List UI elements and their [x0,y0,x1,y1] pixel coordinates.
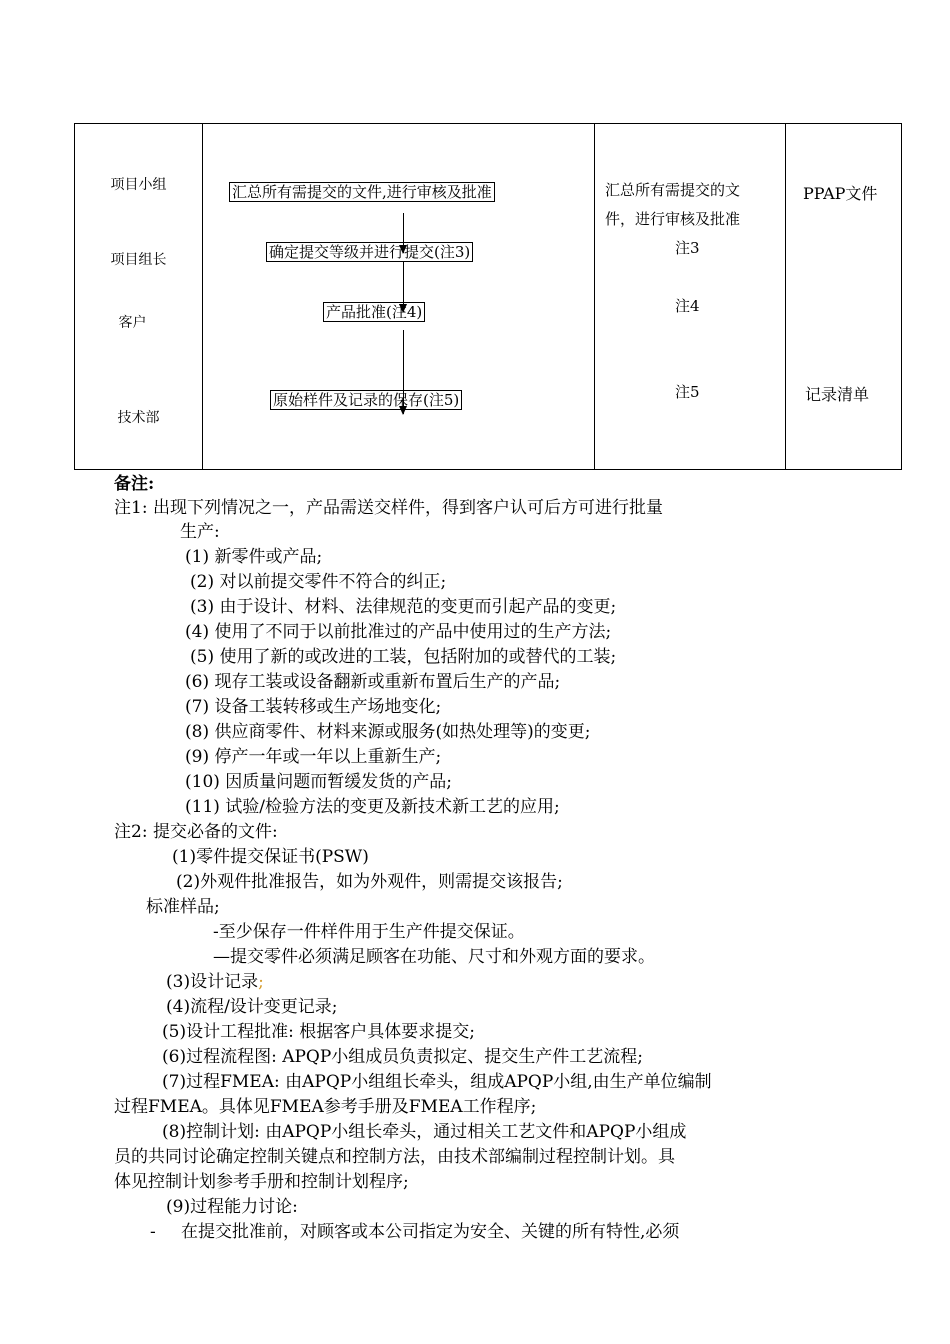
role-technical-dept: 技术部 [117,410,160,426]
note-2-item: (6)过程流程图: APQP小组成员负责拟定、提交生产件工艺流程; [162,1047,644,1067]
note-2-item: (7)过程FMEA: 由APQP小组组长牵头，组成APQP小组,由生产单位编制 [162,1072,712,1092]
bullet-dash: - [150,1222,156,1242]
responsibility-column [75,124,203,470]
desc-line-2: 件，进行审核及批准 [605,210,741,228]
note-2-item: (5)设计工程批准: 根据客户具体要求提交; [162,1022,475,1042]
note-1-item: (9) 停产一年或一年以上重新生产; [185,747,442,767]
note-1-item: (3) 由于设计、材料、法律规范的变更而引起产品的变更; [190,597,617,617]
doc-ppap: PPAP文件 [803,184,878,203]
desc-note-5: 注5 [675,383,700,401]
standard-samples-item: —提交零件必须满足顾客在功能、尺寸和外观方面的要求。 [213,947,655,967]
note-2-heading: 注2: 提交必备的文件: [114,822,278,842]
flowchart-column [203,124,595,470]
process-capability-text: 在提交批准前，对顾客或本公司指定为安全、关键的所有特性,必须 [181,1222,680,1242]
doc-record-list: 记录清单 [805,385,870,404]
desc-note-4: 注4 [675,297,700,315]
note-1-heading: 注1: 出现下列情况之一，产品需送交样件，得到客户认可后方可进行批量 [114,498,663,518]
flow-step-approval: 产品批准(注4) [323,302,425,322]
note-2-item-continuation: 过程FMEA。具体见FMEA参考手册及FMEA工作程序; [114,1097,537,1117]
process-flow-table [74,123,902,470]
note-1-item: (7) 设备工装转移或生产场地变化; [185,697,442,717]
note-1-item: (11) 试验/检验方法的变更及新技术新工艺的应用; [185,797,560,817]
note-1-continuation: 生产: [180,522,220,542]
standard-samples-item: -至少保存一件样件用于生产件提交保证。 [213,922,525,942]
flow-step-retention: 原始样件及记录的保存(注5) [270,390,462,410]
role-customer: 客户 [118,315,147,331]
note-2-item: (8)控制计划: 由APQP小组长牵头，通过相关工艺文件和APQP小组成 [162,1122,687,1142]
note-2-item: (9)过程能力讨论: [166,1197,298,1217]
note-1-item: (1) 新零件或产品; [185,547,323,567]
design-record-text: (3)设计记录 [166,972,259,992]
role-project-team: 项目小组 [110,177,167,193]
note-1-item: (10) 因质量问题而暂缓发货的产品; [185,772,453,792]
role-project-leader: 项目组长 [110,252,167,268]
note-2-item: (2)外观件批准报告，如为外观件，则需提交该报告; [176,872,563,892]
documents-column [786,124,902,470]
description-column [595,124,786,470]
notes-heading: 备注: [114,474,155,494]
note-2-item: (4)流程/设计变更记录; [166,997,338,1017]
standard-samples-label: 标准样品; [146,897,220,917]
note-1-item: (4) 使用了不同于以前批准过的产品中使用过的生产方法; [185,622,612,642]
desc-note-3: 注3 [675,239,700,257]
design-record-semicolon: ; [258,972,264,992]
note-2-item-continuation: 体见控制计划参考手册和控制计划程序; [114,1172,409,1192]
note-1-item: (6) 现存工装或设备翻新或重新布置后生产的产品; [185,672,561,692]
note-2-item-continuation: 员的共同讨论确定控制关键点和控制方法，由技术部编制过程控制计划。具 [114,1147,675,1167]
flow-step-submit: 确定提交等级并进行提交(注3) [266,242,473,262]
note-2-item: (1)零件提交保证书(PSW) [172,847,369,867]
desc-line-1: 汇总所有需提交的文 [605,181,741,199]
flow-step-summarize: 汇总所有需提交的文件,进行审核及批准 [229,182,495,202]
note-1-item: (2) 对以前提交零件不符合的纠正; [190,572,447,592]
note-1-item: (8) 供应商零件、材料来源或服务(如热处理等)的变更; [185,722,591,742]
note-2-item [166,971,264,993]
note-1-item: (5) 使用了新的或改进的工装，包括附加的或替代的工装; [190,647,617,667]
